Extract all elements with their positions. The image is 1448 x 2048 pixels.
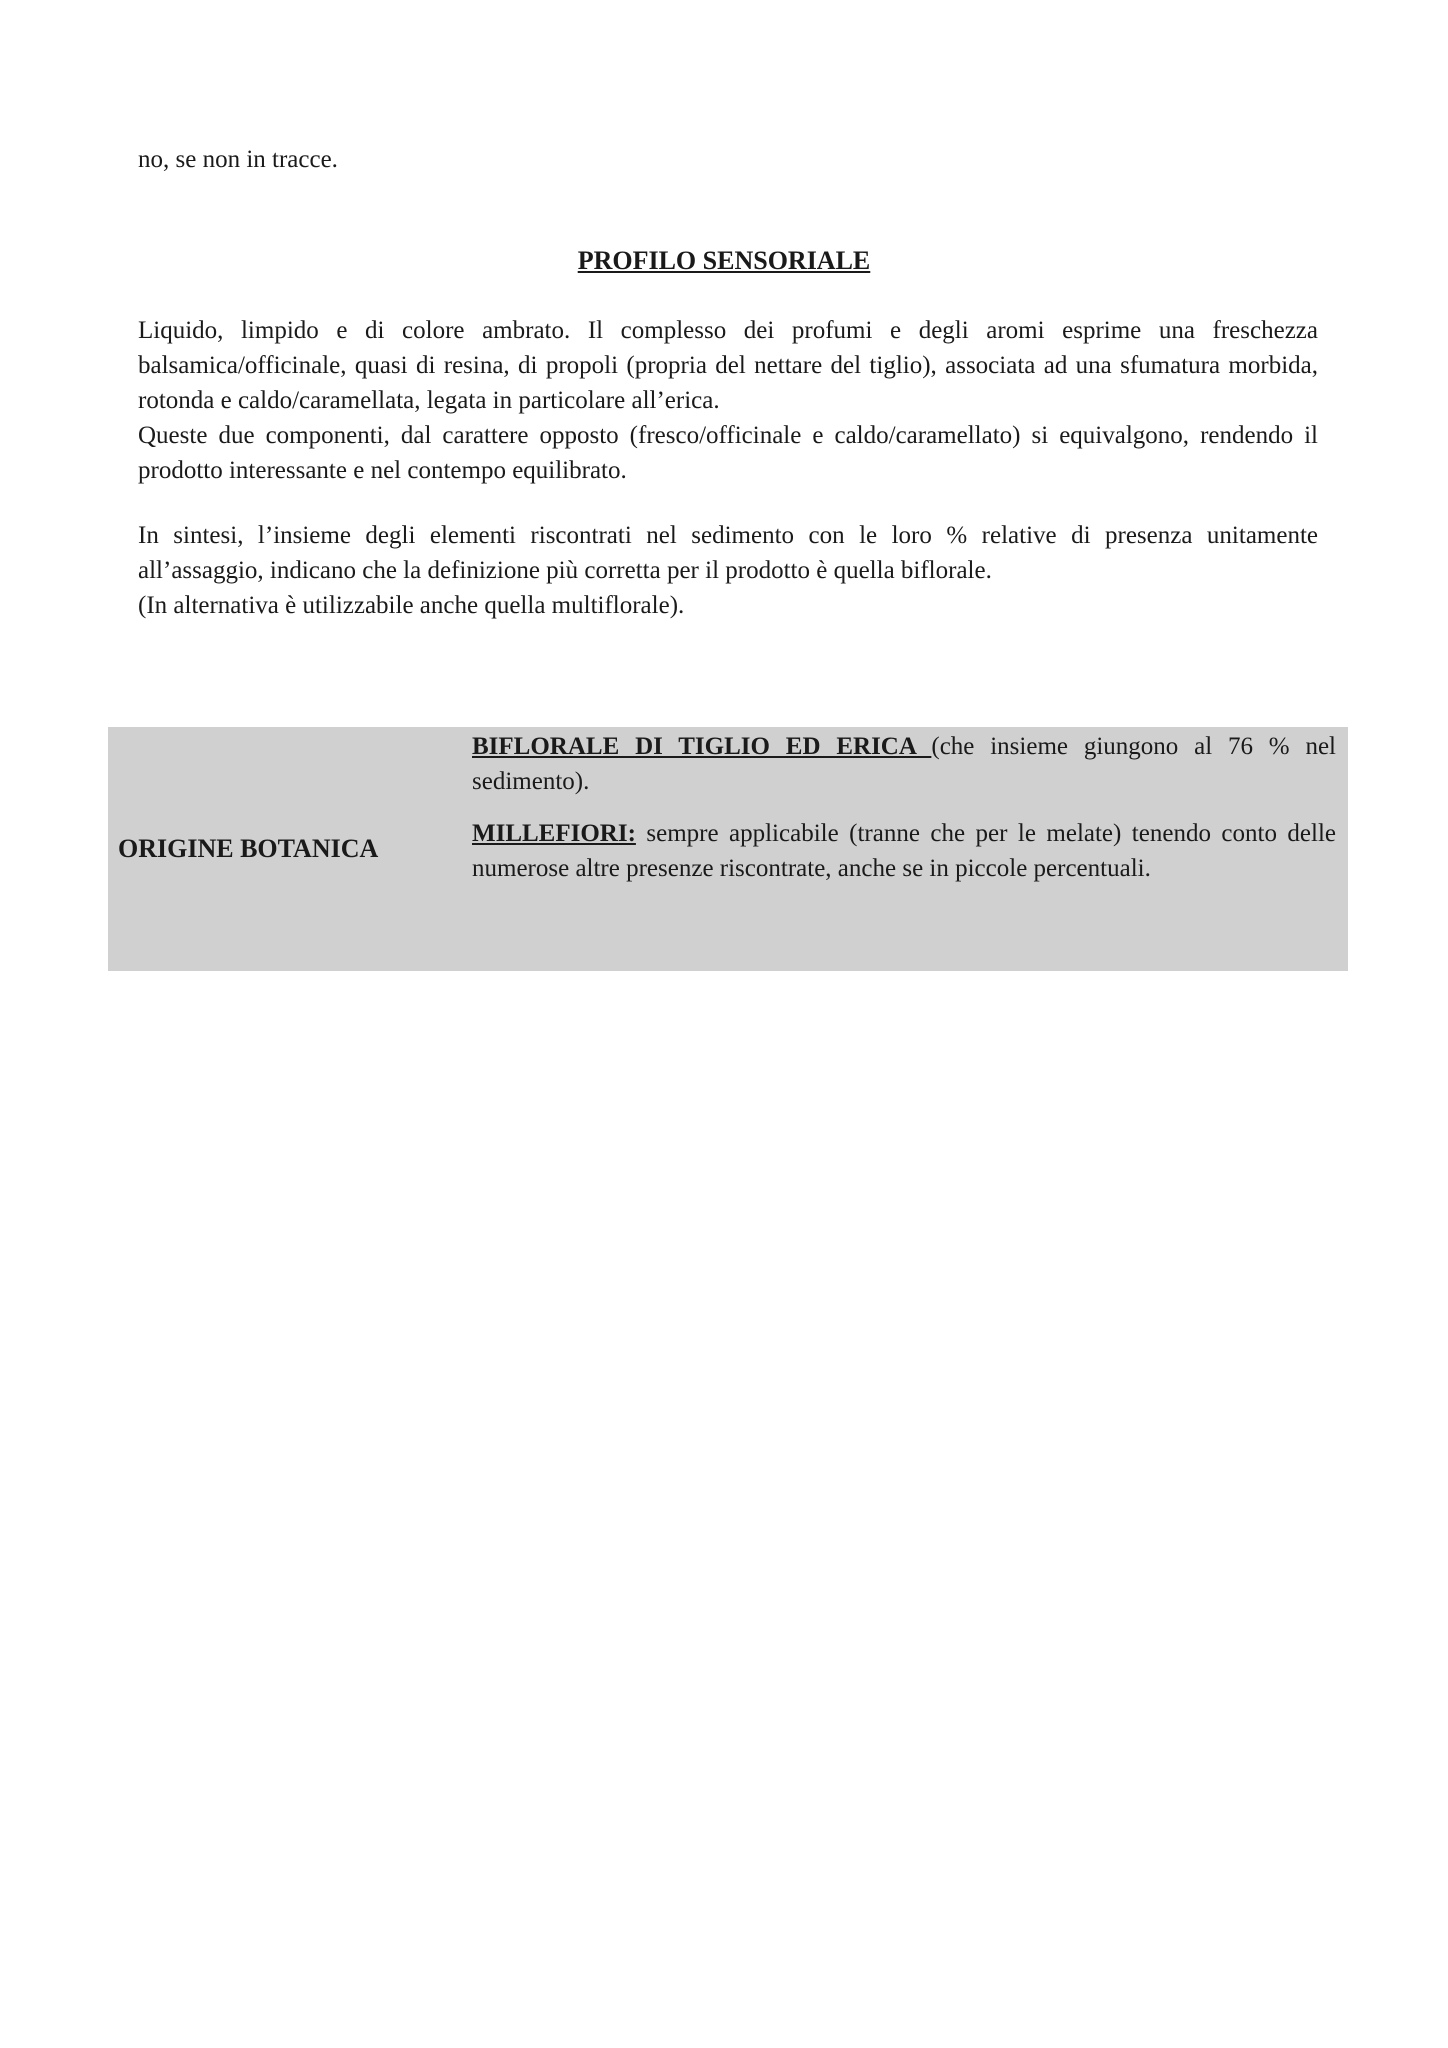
- paragraph-aroma: Liquido, limpido e di colore ambrato. Il complesso dei profumi e degli aromi esprime una freschezza balsamica/officinale, quasi di resina, di propoli (propria del nettare del tiglio), associata ad una sfumatura morbida, rotonda e caldo/caramellata, legata in particolare all’erica.: [138, 317, 1318, 414]
- botanical-origin-label: ORIGINE BOTANICA: [118, 834, 379, 863]
- botanical-origin-table: [108, 727, 1348, 971]
- origin-keyword-millefiori: MILLEFIORI:: [472, 820, 636, 847]
- paragraph-alternative: (In alternativa è utilizzabile anche quella multiflorale).: [138, 592, 685, 619]
- paragraph-components: Queste due componenti, dal carattere opposto (fresco/officinale e caldo/caramellato) si equivalgono, rendendo il prodotto interessante e nel contempo equilibrato.: [138, 422, 1318, 484]
- botanical-origin-content: [472, 729, 1336, 886]
- continuation-text: no, se non in tracce.: [138, 146, 338, 173]
- summary-block: [138, 518, 1318, 623]
- origin-entry-biflorale: [472, 729, 1336, 799]
- section-title: PROFILO SENSORIALE: [577, 246, 871, 275]
- sensory-description: [138, 313, 1318, 488]
- origin-keyword-biflorale: BIFLORALE DI TIGLIO ED ERICA: [472, 733, 932, 760]
- origin-entry-millefiori: [472, 816, 1336, 886]
- origin-text-millefiori: sempre applicabile (tranne che per le melate) tenendo conto delle numerose altre presenze riscontrate, anche se in piccole percentuali.: [472, 820, 1336, 882]
- origin-text-biflorale: (che insieme giungono al 76 % nel sedimento).: [472, 733, 1337, 795]
- paragraph-summary: In sintesi, l’insieme degli elementi riscontrati nel sedimento con le loro % relative di presenza unitamente all’assaggio, indicano che la definizione più corretta per il prodotto è quella biflorale.: [138, 522, 1318, 584]
